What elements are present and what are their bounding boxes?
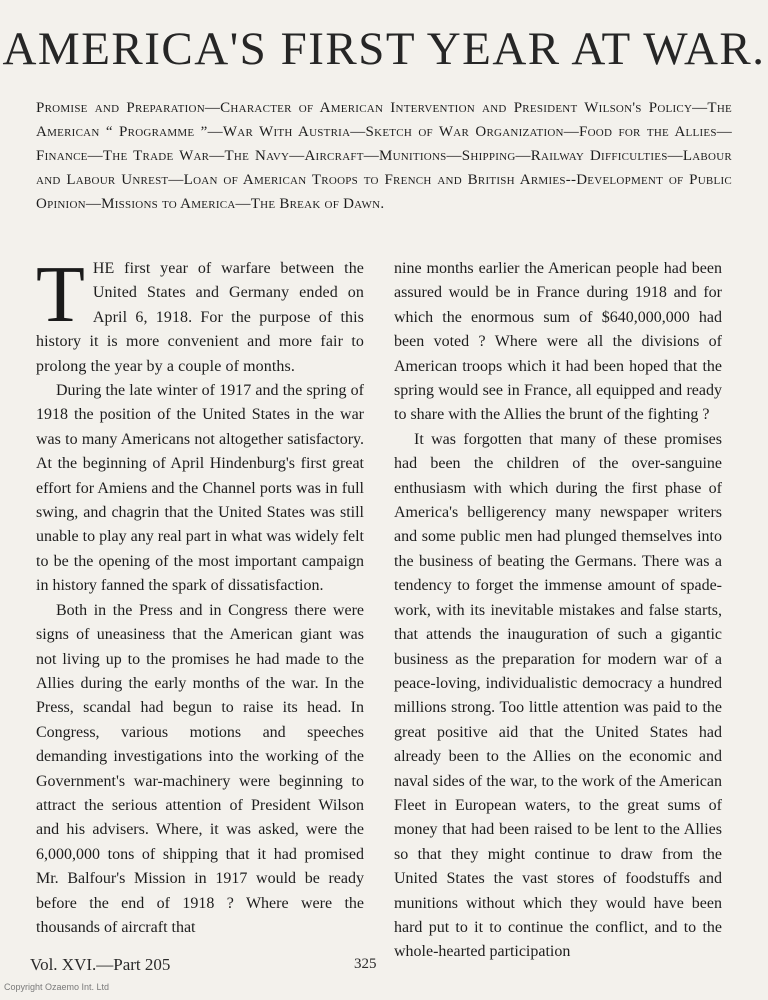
copyright-watermark: Copyright Ozaemo Int. Ltd	[4, 982, 110, 992]
paragraph: Both in the Press and in Congress there were signs of uneasiness that the American giant was not living up to the promises he had made to the Allies during the early months of the war. In the Press, scandal had begun to raise its head. In Congress, various motions and speeches demanding investigations into the working of the Government's war-machinery were beginning to attract the serious attention of President Wilson and his advisers. Where, it was asked, were the 6,000,000 tons of shipping that it had promised Mr. Balfour's Mission in 1917 would be ready before the end of 1918 ? Where were the thousands of aircraft that	[36, 601, 364, 936]
volume-label: Vol. XVI.—Part 205	[30, 955, 171, 974]
page-number: 325	[354, 956, 377, 972]
opening-paragraph-text: HE first year of warfare between the United States and Germany ended on April 6, 1918. For the purpose of this history it is more convenient and more fair to prolong the year by a couple of months.	[36, 260, 364, 375]
right-column	[394, 257, 722, 965]
paragraph: During the late winter of 1917 and the spring of 1918 the position of the United States in the war was to many Americans not altogether satisfactory. At the beginning of April Hindenburg's first great effort for Amiens and the Channel ports was in full swing, and chagrin that the United States was still unable to play any real part in what was widely felt to be the opening of the most important campaign in history fanned the spark of dissatisfaction.	[36, 382, 364, 595]
paragraph-continued: nine months earlier the American people had been assured would be in France during 1918 and for which the enormous sum of $640,000,000 had been voted ? Where were all the divisions of American troops which it had been hoped that the spring would see in France, all equipped and ready to share with the Allies the brunt of the fighting ?	[394, 260, 722, 424]
opening-paragraph	[36, 251, 364, 379]
left-column	[36, 251, 364, 940]
drop-cap: T	[36, 251, 85, 339]
chapter-synopsis: Promise and Preparation—Character of American Intervention and President Wilson's Policy—The American “ Programme ”—War With Austria—Sketch of War Organization—Food for the Allies—Finance—The Trade War—The Navy—Aircraft—Munitions—Shipping—Railway Difficulties—Labour and Labour Unrest—Loan of American Troops to French and British Armies--Development of Public Opinion—Missions to America—The Break of Dawn.	[36, 100, 732, 212]
page-title: AMERICA'S FIRST YEAR AT WAR.	[2, 23, 766, 75]
paragraph: It was forgotten that many of these promises had been the children of the over-sanguine enthusiasm with which during the first phase of America's belligerency many newspaper writers and some public men had plunged themselves into the business of beating the Germans. There was a tendency to forget the immense amount of spade-work, with its inevitable mistakes and false starts, that attends the inauguration of such a gigantic business as the preparation for modern war of a peace-loving, individualistic democracy a hundred millions strong. Too little attention was paid to the great positive aid that the United States had already been to the Allies on the economic and naval sides of the war, to the work of the American Fleet in European waters, to the great sums of money that had been raised to be lent to the Allies so that they might continue to draw from the United States the vast stores of foodstuffs and munitions without which they would have been hard put to it to continue the conflict, and to the whole-hearted participation	[394, 430, 722, 961]
